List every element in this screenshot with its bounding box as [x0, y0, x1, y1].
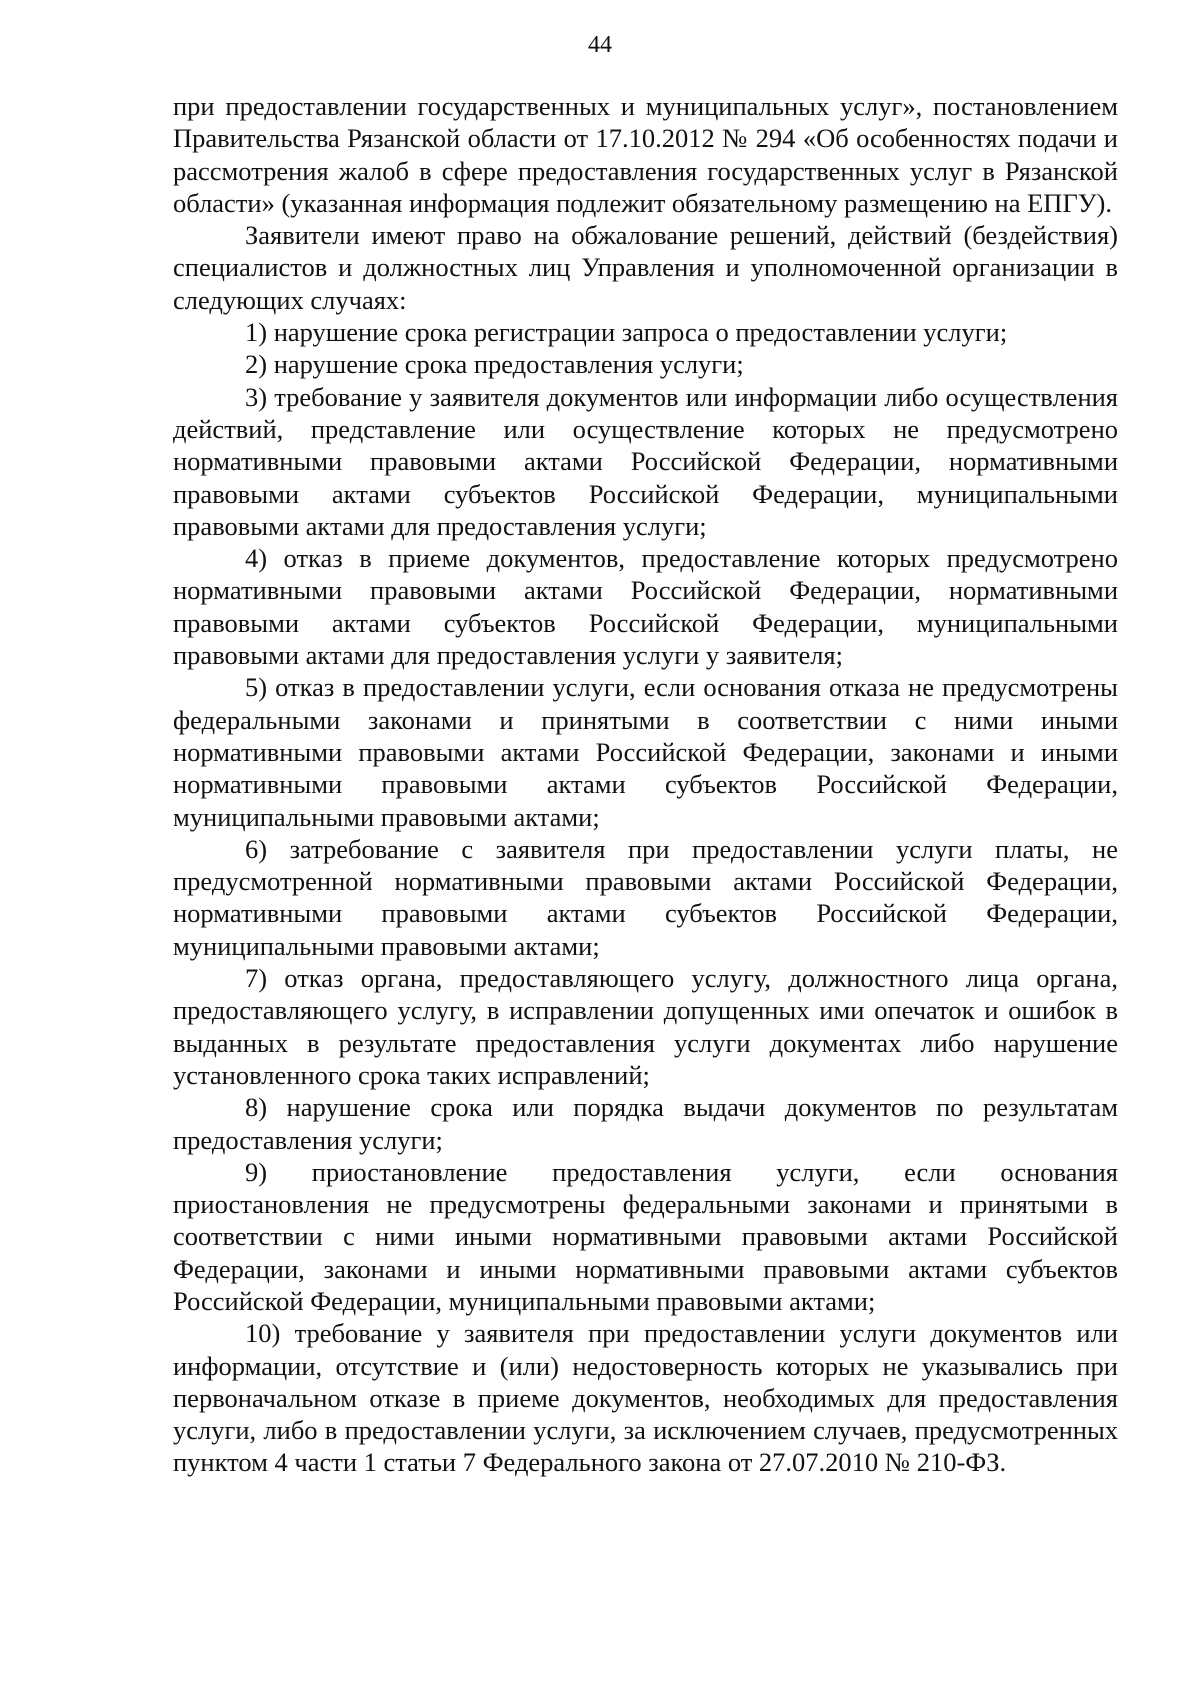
list-item-2: 2) нарушение срока предоставления услуги; [245, 349, 744, 380]
list-item-3: 3) требование у заявителя документов или информации либо осуществления действий, представление или осуществление которых не предусмотрено нормативными правовыми актами Российской Федерации, нормативными правовыми актами субъектов Российской Федерации, муниципальными правовыми актами для предоставления услуги; [173, 381, 1118, 541]
list-item-9: 9) приостановление предоставления услуги, если основания приостановления не предусмотрены федеральными законами и принятыми в соответствии с ними иными нормативными правовыми актами Российской Федерации, законами и иными нормативными правовыми актами субъектов Российской Федерации, муниципальными правовыми актами; [173, 1156, 1118, 1316]
list-item-1: 1) нарушение срока регистрации запроса о предоставлении услуги; [245, 317, 1008, 348]
list-item-6: 6) затребование с заявителя при предоставлении услуги платы, не предусмотренной нормативными правовыми актами Российской Федерации, нормативными правовыми актами субъектов Российской Федерации, муниципальными правовыми актами; [173, 833, 1118, 961]
paragraph-continuation: при предоставлении государственных и муниципальных услуг», постановлением Правительства Рязанской области от 17.10.2012 № 294 «Об особенностях подачи и рассмотрения жалоб в сфере предоставления государственных услуг в Рязанской области» (указанная информация подлежит обязательному размещению на ЕПГУ). [173, 91, 1118, 218]
list-item-4: 4) отказ в приеме документов, предоставление которых предусмотрено нормативными правовыми актами Российской Федерации, нормативными правовыми актами субъектов Российской Федерации, муниципальными правовыми актами для предоставления услуги у заявителя; [173, 543, 1118, 671]
paragraph-appeal-rights: Заявители имеют право на обжалование решений, действий (бездействия) специалистов и должностных лиц Управления и уполномоченной организации в следующих случаях: [173, 220, 1118, 315]
list-item-10: 10) требование у заявителя при предоставлении услуги документов или информации, отсутствие и (или) недостоверность которых не указывались при первоначальном отказе в приеме документов, необходимых для предоставления услуги, либо в предоставлении услуги, за исключением случаев, предусмотренных пунктом 4 части 1 статьи 7 Федерального закона от 27.07.2010 № 210-ФЗ. [173, 1318, 1118, 1478]
list-item-8: 8) нарушение срока или порядка выдачи документов по результатам предоставления услуги; [173, 1092, 1118, 1155]
document-body [173, 90, 1118, 1479]
page-number: 44 [588, 32, 612, 58]
list-item-5: 5) отказ в предоставлении услуги, если основания отказа не предусмотрены федеральными законами и принятыми в соответствии с ними иными нормативными правовыми актами Российской Федерации, законами и иными нормативными правовыми актами субъектов Российской Федерации, муниципальными правовыми актами; [173, 672, 1118, 832]
list-item-7: 7) отказ органа, предоставляющего услугу, должностного лица органа, предоставляющего услугу, в исправлении допущенных ими опечаток и ошибок в выданных в результате предоставления услуги документах либо нарушение установленного срока таких исправлений; [173, 963, 1118, 1090]
